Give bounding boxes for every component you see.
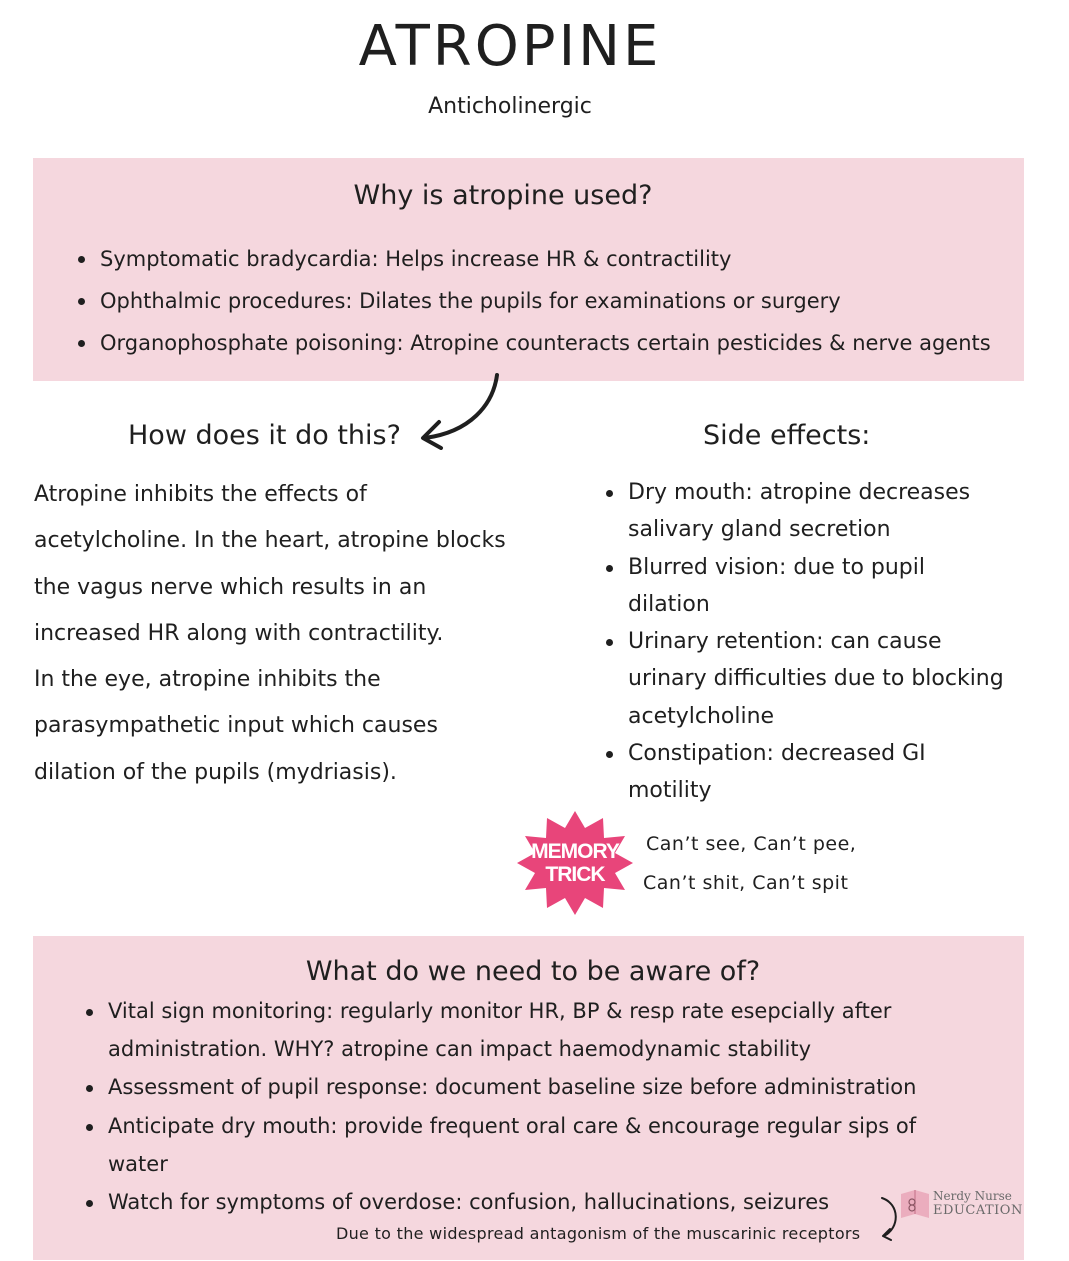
how-heading: How does it do this?	[128, 420, 401, 451]
side-effect-item: Dry mouth: atropine decreases salivary gland secretion	[598, 474, 1038, 549]
book-icon	[898, 1186, 932, 1222]
side-effect-item: Constipation: decreased GI motility	[598, 735, 1038, 810]
aware-item: Anticipate dry mouth: provide frequent oral care & encourage regular sips of water	[78, 1107, 978, 1183]
side-effect-item: Urinary retention: can cause urinary difficulties due to blocking acetylcholine	[598, 623, 1038, 735]
badge-text: TRICK	[545, 863, 605, 886]
aware-panel	[33, 936, 1024, 1260]
mechanism-line: dilation of the pupils (mydriasis).	[34, 759, 397, 785]
mechanism-line: increased HR along with contractility.	[34, 620, 444, 646]
side-effect-item: Blurred vision: due to pupil dilation	[598, 549, 1038, 624]
why-used-item: Ophthalmic procedures: Dilates the pupils for examinations or surgery	[70, 280, 1020, 322]
aware-list	[78, 992, 978, 1221]
mechanism-line: parasympathetic input which causes	[34, 713, 438, 739]
aware-item: Vital sign monitoring: regularly monitor HR, BP & resp rate esepcially after administration. WHY? atropine can impact haemodynamic stability	[78, 992, 978, 1068]
curved-arrow-icon	[415, 370, 510, 450]
memory-trick-line: Can’t shit, Can’t spit	[643, 872, 849, 894]
logo-text: Nerdy Nurse	[933, 1189, 1012, 1203]
mechanism-line: acetylcholine. In the heart, atropine blocks	[34, 528, 506, 554]
logo-text: EDUCATION	[933, 1203, 1023, 1218]
why-used-item: Organophosphate poisoning: Atropine counteracts certain pesticides & nerve agents	[70, 322, 1020, 364]
aware-item: Assessment of pupil response: document baseline size before administration	[78, 1068, 978, 1106]
page-title: ATROPINE	[358, 14, 662, 79]
mechanism-line: Atropine inhibits the effects of	[34, 482, 367, 507]
memory-trick-line: Can’t see, Can’t pee,	[646, 833, 857, 855]
mechanism-text	[34, 472, 554, 796]
mechanism-line: In the eye, atropine inhibits the	[34, 667, 381, 693]
page-subtitle: Anticholinergic	[428, 94, 592, 119]
aware-item: Watch for symptoms of overdose: confusion, hallucinations, seizures	[78, 1183, 978, 1221]
aware-heading: What do we need to be aware of?	[305, 956, 761, 987]
side-effects-heading: Side effects:	[703, 420, 871, 451]
overdose-note: Due to the widespread antagonism of the muscarinic receptors	[336, 1224, 861, 1243]
memory-trick-badge	[515, 808, 635, 918]
why-used-list	[70, 238, 1020, 364]
why-used-panel	[33, 158, 1024, 381]
why-used-item: Symptomatic bradycardia: Helps increase HR & contractility	[70, 238, 1020, 280]
mechanism-line: the vagus nerve which results in an	[34, 574, 427, 600]
side-effects-list	[598, 474, 1038, 810]
why-used-heading: Why is atropine used?	[353, 180, 653, 211]
badge-text: MEMORY	[531, 840, 619, 863]
brand-logo	[898, 1186, 1028, 1226]
